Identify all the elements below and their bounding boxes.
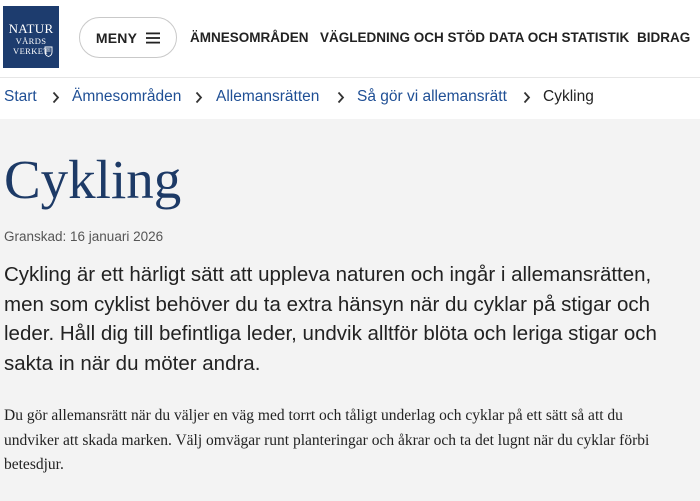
logo-line-1: NATUR [8, 21, 54, 36]
menu-button[interactable] [79, 17, 177, 58]
chevron-right-icon [523, 91, 531, 104]
nav-bidrag[interactable]: BIDRAG [637, 30, 691, 45]
logo-line-3: VERKET [13, 46, 49, 56]
hamburger-icon [146, 32, 160, 44]
chevron-right-icon [195, 91, 203, 104]
breadcrumb-current: Cykling [543, 88, 594, 105]
breadcrumb-start[interactable]: Start [4, 88, 37, 105]
page-title: Cykling [4, 149, 182, 210]
site-header [0, 0, 700, 77]
breadcrumb [0, 77, 700, 119]
nav-vagledning-och-stod[interactable]: VÄGLEDNING OCH STÖD [320, 30, 486, 45]
breadcrumb-sa-gor-vi-allemansratt[interactable]: Så gör vi allemansrätt [357, 88, 507, 105]
nav-data-och-statistik[interactable]: DATA OCH STATISTIK [489, 30, 630, 45]
body-paragraph: Du gör allemansrätt när du väljer en väg med torrt och tåligt underlag och cyklar på ett sätt så att du undviker att skada marken. Välj omvägar runt planteringar och åkrar och ta det lugnt när du cyklar förbi betesdjur. [4, 407, 650, 473]
breadcrumb-allemansratten[interactable]: Allemansrätten [216, 88, 320, 105]
chevron-right-icon [52, 91, 60, 104]
logo-line-2: VÅRDS [15, 36, 47, 46]
nav-amnesomraden[interactable]: ÄMNESOMRÅDEN [190, 30, 309, 45]
lead-paragraph: Cykling är ett härligt sätt att uppleva naturen och ingår i allemansrätten, men som cyklist behöver du ta extra hänsyn när du cyklar på stigar och leder. Håll dig till befintliga leder, undvik alltför blöta och leriga stigar och sakta in när du möter andra. [4, 263, 657, 375]
chevron-right-icon [337, 91, 345, 104]
crest-icon [44, 46, 53, 57]
menu-button-label: MENY [95, 29, 138, 46]
naturvardsverket-logo[interactable] [3, 6, 59, 68]
reviewed-date: Granskad: 16 januari 2026 [4, 229, 164, 244]
breadcrumb-amnesomraden[interactable]: Ämnesområden [72, 88, 182, 105]
